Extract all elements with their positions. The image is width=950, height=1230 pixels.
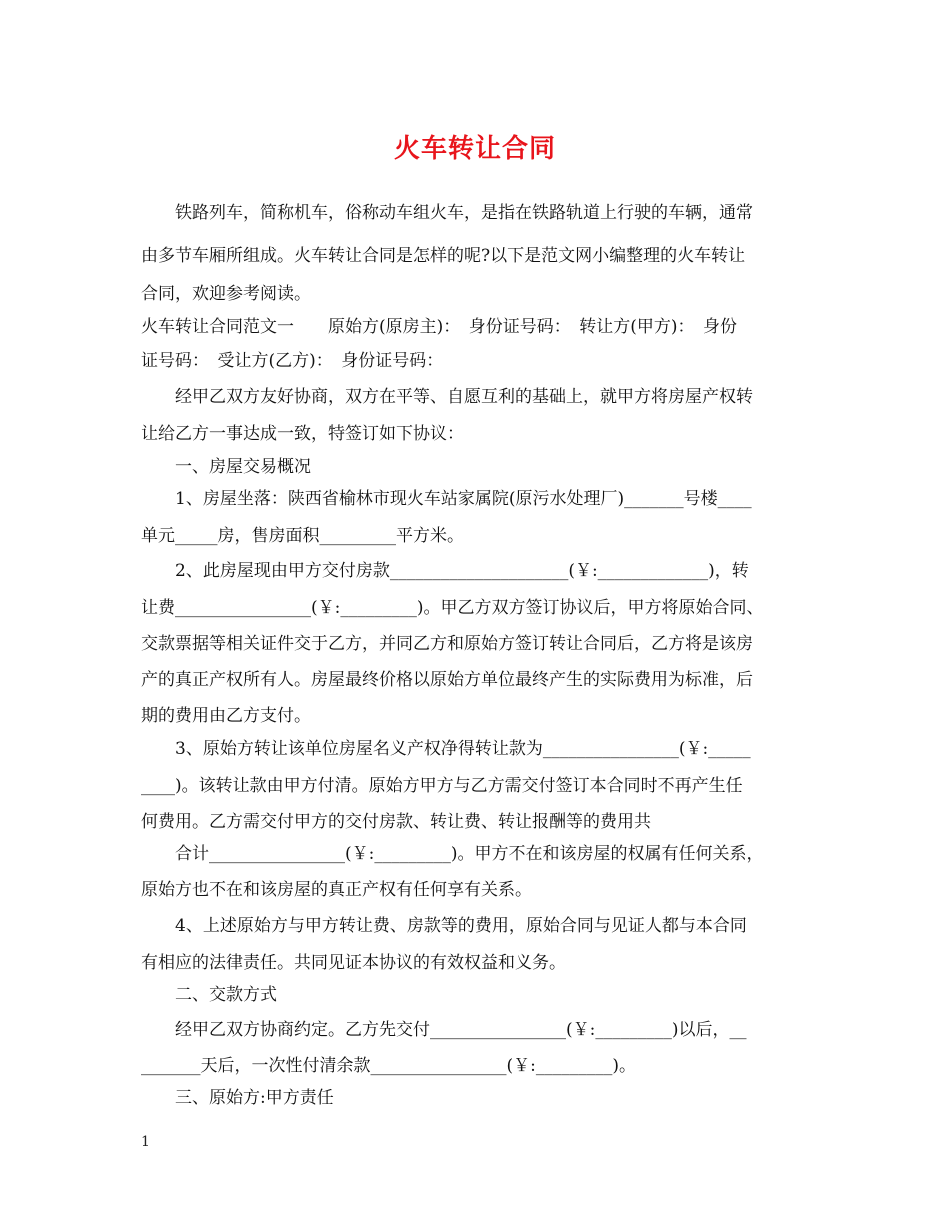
body-line: 4、上述原始方与甲方转让费、房款等的费用，原始合同与见证人都与本合同 [141,916,747,936]
body-line: 单元_____房，售房面积_________平方米。 [141,526,464,546]
body-line: 2、此房屋现由甲方交付房款_____________________(￥:_____________)，转 [141,561,749,581]
body-line: 何费用。乙方需交付甲方的交付房款、转让费、转让报酬等的费用共 [141,812,651,832]
body-line: 1、房屋坐落：陕西省榆林市现火车站家属院(原污水处理厂)_______号楼____ [141,489,752,509]
body-line: 火车转让合同范文一 原始方(原房主)： 身份证号码： 转让方(甲方)： 身份 [141,317,738,337]
body-line: 让费________________(￥:_________)。甲乙方双方签订协议后，甲方将原始合同、 [141,598,764,618]
body-line: 经甲乙双方协商约定。乙方先交付________________(￥:_________)以后，__ [141,1020,747,1040]
page-number: 1 [141,1134,150,1150]
body-line: 三、原始方:甲方责任 [141,1088,334,1108]
body-line: 经甲乙双方友好协商，双方在平等、自愿互利的基础上，就甲方将房屋产权转 [141,387,753,407]
body-line: 产的真正产权所有人。房屋最终价格以原始方单位最终产生的实际费用为标准，后 [141,670,753,690]
body-line: _______天后，一次性付清余款________________(￥:_________)。 [141,1056,636,1076]
body-line: 让给乙方一事达成一致，特签订如下协议： [141,424,464,444]
body-line: 交款票据等相关证件交于乙方，并同乙方和原始方签订转让合同后，乙方将是该房 [141,634,753,654]
body-line: 3、原始方转让该单位房屋名义产权净得转让款为________________(￥:_____ [141,739,751,759]
body-line: 二、交款方式 [141,985,277,1005]
body-line: 由多节车厢所组成。火车转让合同是怎样的呢?以下是范文网小编整理的火车转让 [141,246,746,266]
body-line: 合计________________(￥:_________)。甲方不在和该房屋的权属有任何关系， [141,844,764,864]
body-line: 证号码： 受让方(乙方)： 身份证号码： [141,351,444,371]
body-line: 期的费用由乙方支付。 [141,706,311,726]
body-line: ____)。该转让款由甲方付清。原始方甲方与乙方需交付签订本合同时不再产生任 [141,776,743,796]
body-line: 有相应的法律责任。共同见证本协议的有效权益和义务。 [141,953,566,973]
document-title: 火车转让合同 [393,134,556,164]
body-line: 一、房屋交易概况 [141,457,311,477]
body-line: 合同，欢迎参考阅读。 [141,284,311,304]
body-line: 原始方也不在和该房屋的真正产权有任何享有关系。 [141,880,532,900]
body-line: 铁路列车，简称机车，俗称动车组火车，是指在铁路轨道上行驶的车辆，通常 [141,203,753,223]
